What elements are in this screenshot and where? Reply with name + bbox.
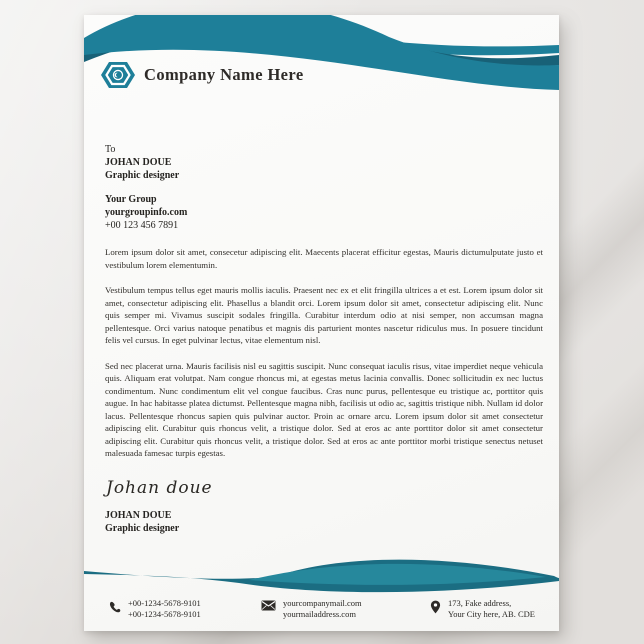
company-name: Company Name Here bbox=[144, 65, 304, 84]
email-line-2: yourmailaddress.com bbox=[283, 609, 356, 619]
group-phone: +00 123 456 7891 bbox=[105, 220, 179, 231]
bottom-wave-decoration bbox=[84, 550, 559, 600]
signature-name: JOHAN DOUE bbox=[105, 510, 172, 521]
brand-row bbox=[100, 59, 304, 91]
group-website: yourgroupinfo.com bbox=[105, 207, 188, 218]
signature-block bbox=[105, 509, 179, 535]
paragraph-1: Lorem ipsum dolor sit amet, consecetur adipiscing elit. Maecents placerat efficitur egestas, Mauris dictumulputate justo et vestibulum lorem elementumin. bbox=[105, 247, 543, 270]
recipient-block bbox=[105, 143, 187, 232]
location-pin-icon bbox=[430, 600, 441, 614]
letterhead-sheet bbox=[84, 15, 559, 631]
hexagon-eye-logo-icon bbox=[100, 59, 136, 91]
address-line-1: 173, Fake address, bbox=[448, 598, 512, 608]
recipient-title: Graphic designer bbox=[105, 170, 180, 181]
envelope-icon bbox=[261, 600, 276, 611]
address-line-2: Your City here, AB. CDE bbox=[448, 609, 535, 619]
paragraph-3: Sed nec placerat urna. Mauris facilisis nisl eu sagittis suscipit. Nunc consequat iaculis risus, vitae imperdiet neque vehicula quis. Aliquam erat volutpat. Nam congue rhoncus mi, at egestas metus lacinia convallis. Donec sollicitudin ex nec luctus condimentum. Nunc condimentum elit vel congue faucibus. Cras nunc purus, pellentesque eu tristique ac, porttitor quis augue. In hac habitasse platea dictumst. Pellentesque magna nibh, facilisis ut odio ac, sagittis tristique nibh. Nullam id dolor lacus. Pellentesque rhoncus sapien quis pulvinar auctor. Proin ac ornare arcu. Lorem ipsum dolor sit amet consectetur adipiscing elit. Curabitur quis rhoncus velit, a tristique dolor. Sed at eros ac ante porttitor dolor sit amet consectetur adipiscing elit. Curabitur quis rhoncus velit, a tristique dolor. Sed at eros ac ante porttitor morbi tristique senectus netuset malesuada famesac turpis egestas. bbox=[105, 360, 543, 458]
contact-address bbox=[430, 598, 535, 620]
phone-line-2: +00-1234-5678-9101 bbox=[128, 609, 201, 619]
signature-title: Graphic designer bbox=[105, 523, 180, 534]
recipient-name: JOHAN DOUE bbox=[105, 157, 172, 168]
contact-phone bbox=[108, 598, 201, 620]
letter-body bbox=[105, 246, 543, 473]
group-name: Your Group bbox=[105, 194, 157, 205]
email-line-1: yourcompanymail.com bbox=[283, 598, 362, 608]
phone-icon bbox=[108, 600, 121, 613]
paragraph-2: Vestibulum tempus tellus eget mauris mollis iaculis. Praesent nec ex et elit fringilla ultrices a et est. Lorem ipsum dolor sit amet, consectetur adipiscing elit. Phasellus a blandit orci. Lorem ipsum dolor sit amet, consectetur adipiscing elit. Nunc quis semper mi. Vivamus suscipit sodales fringilla. Curabitur interdum odio at nisi semper, non accumsan magna pellentesque. Orci varius natoque penatibus et magnis dis parturient montes nascetur ridiculus mus. In posuere tincidunt felis vel cursus. In eget pulvinar lectus, vitae elementum nisl. bbox=[105, 285, 543, 345]
contact-email bbox=[261, 598, 362, 620]
to-label: To bbox=[105, 144, 116, 155]
signature-script: Johan doue bbox=[106, 478, 213, 498]
phone-line-1: +00-1234-5678-9101 bbox=[128, 598, 201, 608]
